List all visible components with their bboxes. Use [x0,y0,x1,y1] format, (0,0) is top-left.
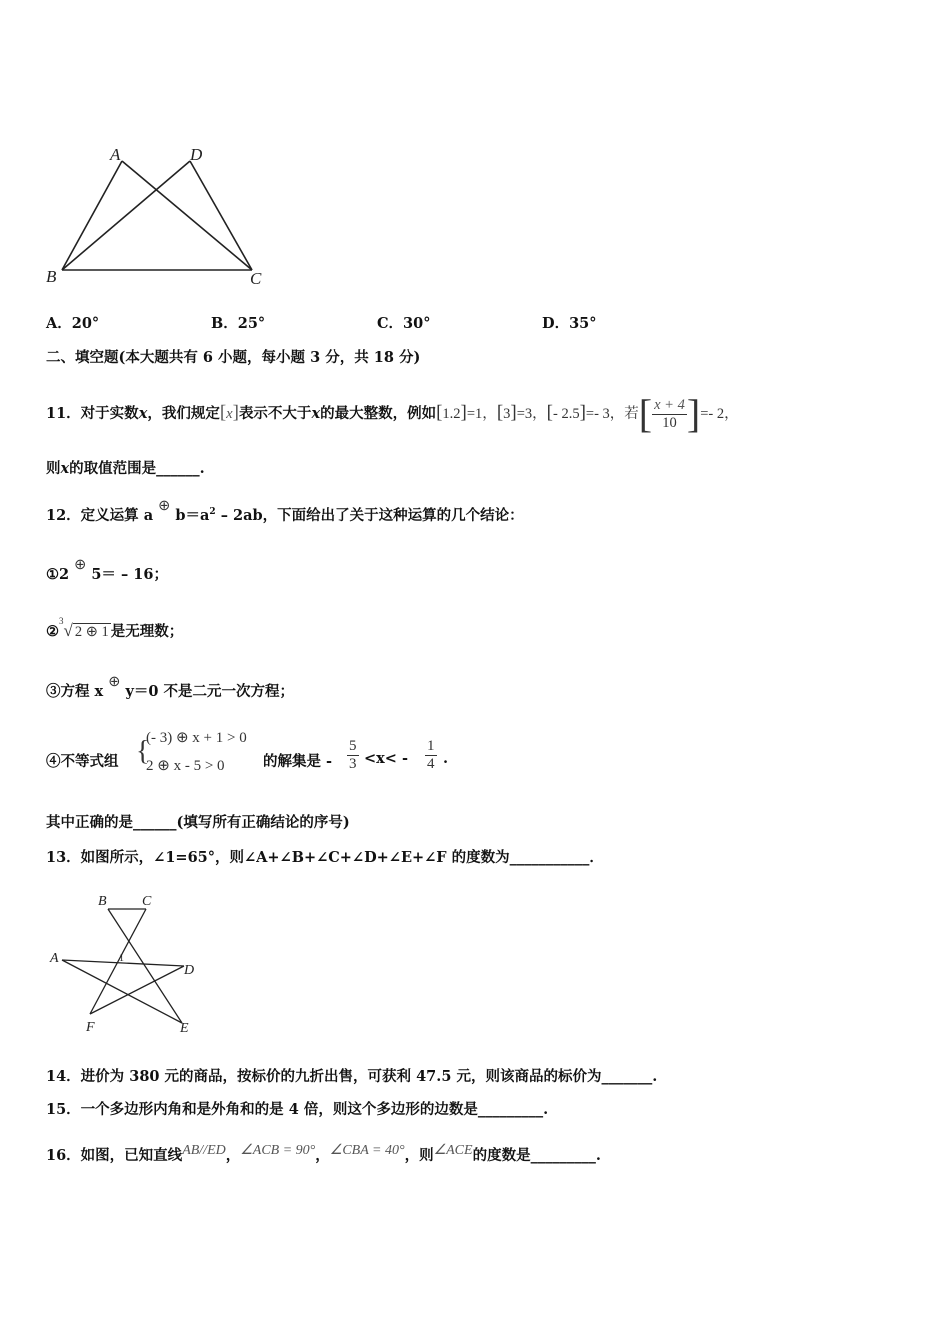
segment-dc [190,161,252,270]
label-angle-1: 1 [119,953,124,964]
question-14: 14．进价为 380 元的商品，按标价的九折出售，可获利 47.5 元，则该商品的标价为_______. [46,1068,658,1085]
oplus-symbol: ⊕ [74,557,87,573]
radical-sign: √ [63,621,73,640]
q11-line2-text: 的取值范围是______. [69,460,205,477]
fraction-5-3: $\frac{5}{3}$ [349,738,357,772]
q11-prefix: 11．对于实数 [46,405,139,422]
question-11-line2 [46,457,205,478]
segment-ae [62,960,182,1023]
label-b: B [98,894,107,909]
q16-expr-acb: ∠ACB = 90° [240,1143,316,1158]
statement-1: ①2 ⊕ 5＝ – 16； [46,557,168,583]
label-f: F [86,1020,95,1035]
label-c: C [142,894,152,909]
q11-ex1-val: =1， [466,406,497,422]
system-line-2: 2 ⊕ x - 5 > 0 [146,758,225,774]
q11-ex1-inner: 1.2 [442,406,461,422]
segment-ac [122,161,252,270]
option-a: A．20° [46,315,100,332]
system-line-1: (- 3) ⊕ x + 1 > 0 [146,730,247,746]
q11-ex3-val: =- 3，若 [585,406,639,422]
q16-expr-parallel: AB//ED [182,1143,226,1158]
bracket-open: [ [219,402,227,423]
segment-ab [62,161,122,270]
q11-var-x2: x [311,405,321,422]
statement-4-lt: <x< - [364,750,409,767]
label-c: C [250,269,262,288]
segment-fd [90,966,184,1014]
q11-bracket-x: x [226,406,233,422]
q12-answer-line: 其中正确的是______(填写所有正确结论的序号) [46,814,350,831]
label-a: A [110,145,121,164]
option-b: B．25° [211,315,266,332]
q11-ex2-inner: 3 [503,406,511,422]
q11-fraction [652,397,687,432]
figure-star [46,888,206,1038]
label-b: B [46,267,57,286]
segment-db [62,161,190,270]
q11-var-x: x [138,405,148,422]
statement-3: ③方程 x ⊕ y＝0 不是二元一次方程； [46,674,295,700]
section-heading: 二、填空题(本大题共有 6 小题，每小题 3 分，共 18 分) [46,349,421,366]
q11-text2: 表示不大于 [238,405,312,422]
label-a: A [50,951,59,966]
q11-frac-num: x + 4 [654,396,685,413]
statement-4-mid: 的解集是 - [263,753,333,770]
cube-root-index: 3 [59,616,64,626]
question-16: 16．如图，已知直线AB//ED，∠ACB = 90°，∠CBA = 40°，则∠ACE的度数是_________. [46,1143,601,1164]
q11-line2-var: x [60,460,70,477]
label-d: D [190,145,203,164]
question-15: 15．一个多边形内角和是外角和的是 4 倍，则这个多边形的边数是_________. [46,1101,549,1118]
oplus-symbol: ⊕ [158,498,171,514]
q16-expr-cba: ∠CBA = 40° [329,1143,405,1158]
option-c: C．30° [377,315,431,332]
radicand: 2 ⊕ 1 [74,624,109,640]
question-11: 11．对于实数x，我们规定[x]表示不大于x的最大整数，例如[1.2]=1，[3]=3，[- 2.5]=- 3，若[ $\frac{x + 4}{10}$ ]=- 2， [46,391,739,436]
bracket-close: ] [232,402,239,423]
q11-line2-prefix: 则 [46,460,61,477]
q11-ex2-val: =3， [516,406,547,422]
system-brace: { [136,736,150,767]
q11-ex3-inner: - 2.5 [552,406,580,422]
oplus-symbol: ⊕ [108,674,121,690]
q11-text3: 的最大整数，例如 [320,405,437,422]
statement-2: ②$^3$√ 2 ⊕ 1 是无理数； [46,616,184,640]
q11-cond-val: =- 2， [700,406,739,422]
statement-4-end: . [443,750,449,767]
label-e: E [180,1021,189,1036]
question-13: 13．如图所示，∠1=65°，则∠A+∠B+∠C+∠D+∠E+∠F 的度数为___________． [46,849,604,866]
q11-text1: ，我们规定 [147,405,220,422]
option-d: D．35° [542,315,597,332]
q16-expr-ace: ∠ACE [433,1143,473,1158]
question-12: 12．定义运算 a ⊕ $b=a^2 - 2ab$，下面给出了关于这种运算的几个结论： [46,498,524,524]
statement-4-prefix: ④不等式组 [46,753,119,770]
label-d: D [184,963,195,978]
figure-triangles [40,140,280,290]
fraction-1-4: $\frac{1}{4}$ [427,738,435,772]
q11-frac-den: 10 [662,414,677,431]
